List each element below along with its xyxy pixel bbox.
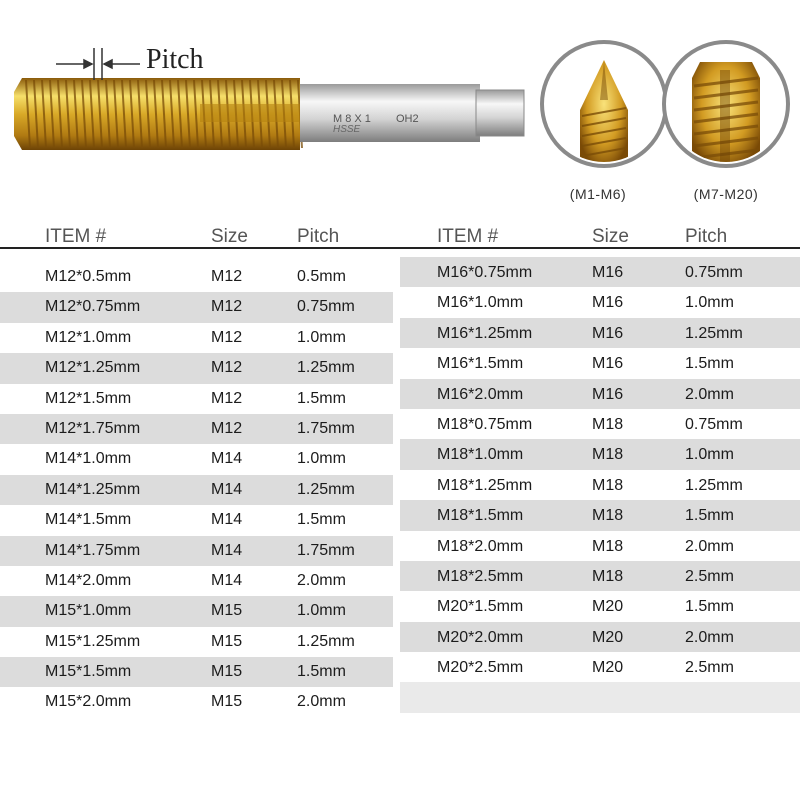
cell-pitch: 1.25mm <box>685 476 743 494</box>
table-row <box>0 353 393 383</box>
table-row <box>0 475 393 505</box>
cell-item: M16*1.25mm <box>437 324 533 342</box>
cell-item: M15*2.0mm <box>45 693 132 711</box>
cell-pitch: 1.5mm <box>685 507 734 525</box>
cell-size: M16 <box>592 385 624 403</box>
cell-size: M14 <box>211 541 243 559</box>
cell-size: M14 <box>211 450 243 468</box>
cell-pitch: 1.0mm <box>685 446 734 464</box>
cell-item: M18*1.0mm <box>437 446 524 464</box>
cell-pitch: 1.5mm <box>297 663 346 681</box>
cell-size: M20 <box>592 659 624 677</box>
cell-item: M14*1.25mm <box>45 480 141 498</box>
tap-thread-section <box>14 78 302 150</box>
table-row <box>0 536 393 566</box>
table-row <box>400 379 800 409</box>
table-row <box>400 409 800 439</box>
table-row <box>400 652 800 682</box>
table-row <box>0 596 393 626</box>
cell-item: M12*0.75mm <box>45 298 141 316</box>
cell-item: M12*1.0mm <box>45 328 132 346</box>
caption-m7-m20: (M7-M20) <box>693 186 759 202</box>
cell-item: M12*1.75mm <box>45 419 141 437</box>
header-item: ITEM # <box>437 226 499 247</box>
pitch-label: Pitch <box>146 44 204 75</box>
cell-item: M14*1.0mm <box>45 450 132 468</box>
cell-item: M14*2.0mm <box>45 571 132 589</box>
cell-pitch: 0.5mm <box>297 268 346 285</box>
cell-pitch: 1.0mm <box>685 294 734 312</box>
table-body <box>0 262 393 718</box>
cell-size: M14 <box>211 511 243 529</box>
cell-item: M20*1.5mm <box>437 598 524 616</box>
cell-pitch: 2.5mm <box>685 567 734 585</box>
cell-pitch: 0.75mm <box>685 264 743 281</box>
cell-size: M16 <box>592 294 624 312</box>
table-row <box>400 531 800 561</box>
cell-item: M18*2.5mm <box>437 567 524 585</box>
cell-item: M12*0.5mm <box>45 268 132 285</box>
cell-item: M15*1.25mm <box>45 632 141 650</box>
cell-item: M16*0.75mm <box>437 264 533 281</box>
cell-size: M20 <box>592 628 624 646</box>
cell-pitch: 1.75mm <box>297 419 355 437</box>
table-row <box>0 657 393 687</box>
cell-size: M12 <box>211 389 243 407</box>
cell-size: M16 <box>592 264 624 281</box>
cell-size: M16 <box>592 355 624 373</box>
table-row <box>0 505 393 535</box>
table-row <box>400 591 800 621</box>
cell-item: M15*1.0mm <box>45 602 132 620</box>
cell-pitch: 1.5mm <box>685 598 734 616</box>
header-item: ITEM # <box>45 226 107 247</box>
cell-size: M12 <box>211 419 243 437</box>
table-row <box>400 561 800 591</box>
cell-item: M14*1.75mm <box>45 541 141 559</box>
cell-item: M16*1.5mm <box>437 355 524 373</box>
cell-item: M18*1.5mm <box>437 507 524 525</box>
cell-size: M12 <box>211 268 243 285</box>
table-row <box>400 470 800 500</box>
pitch-dimension-arrows <box>56 48 140 80</box>
tap-marking-material: HSSE <box>333 124 361 135</box>
cell-pitch: 1.5mm <box>297 389 346 407</box>
table-header <box>400 222 800 254</box>
cell-item: M12*1.25mm <box>45 359 141 377</box>
cell-size: M20 <box>592 598 624 616</box>
table-row <box>0 262 393 292</box>
table-row <box>0 414 393 444</box>
cell-item: M20*2.5mm <box>437 659 524 677</box>
cell-pitch: 1.5mm <box>297 511 346 529</box>
table-row <box>400 622 800 652</box>
header-size: Size <box>592 226 629 247</box>
cell-pitch: 1.0mm <box>297 602 346 620</box>
cell-size: M14 <box>211 480 243 498</box>
cell-item: M18*1.25mm <box>437 476 533 494</box>
cell-pitch: 2.0mm <box>685 537 734 555</box>
cell-pitch: 0.75mm <box>685 415 743 433</box>
cell-size: M12 <box>211 359 243 377</box>
cell-size: M15 <box>211 602 243 620</box>
cell-pitch: 1.25mm <box>297 632 355 650</box>
cell-item: M14*1.5mm <box>45 511 132 529</box>
tap-shank <box>300 84 524 142</box>
table-row <box>400 287 800 317</box>
cell-size: M18 <box>592 507 624 525</box>
header-pitch: Pitch <box>685 226 728 247</box>
table-row <box>0 292 393 322</box>
cell-pitch: 1.75mm <box>297 541 355 559</box>
spec-table-left <box>0 222 393 711</box>
cell-pitch: 2.0mm <box>297 693 346 711</box>
header-size: Size <box>211 226 248 247</box>
cell-item: M20*2.0mm <box>437 628 524 646</box>
table-row-empty <box>400 682 800 712</box>
table-row <box>400 500 800 530</box>
cell-item: M18*2.0mm <box>437 537 524 555</box>
table-header <box>0 222 393 254</box>
cell-size: M15 <box>211 632 243 650</box>
tap-tip-closeup-small <box>542 42 666 170</box>
cell-pitch: 1.25mm <box>297 359 355 377</box>
cell-item: M16*1.0mm <box>437 294 524 312</box>
table-row <box>400 348 800 378</box>
cell-size: M18 <box>592 537 624 555</box>
cell-item: M18*0.75mm <box>437 415 533 433</box>
cell-pitch: 1.0mm <box>297 328 346 346</box>
spec-table-right <box>400 222 800 677</box>
cell-pitch: 1.25mm <box>297 480 355 498</box>
cell-size: M15 <box>211 693 243 711</box>
cell-pitch: 2.0mm <box>297 571 346 589</box>
cell-item: M15*1.5mm <box>45 663 132 681</box>
cell-pitch: 1.5mm <box>685 355 734 373</box>
cell-size: M18 <box>592 567 624 585</box>
cell-size: M12 <box>211 328 243 346</box>
cell-pitch: 1.0mm <box>297 450 346 468</box>
product-illustration <box>0 0 800 222</box>
cell-size: M12 <box>211 298 243 316</box>
header-pitch: Pitch <box>297 226 340 247</box>
cell-pitch: 2.5mm <box>685 659 734 677</box>
table-row <box>400 318 800 348</box>
table-row <box>0 384 393 414</box>
table-row <box>0 566 393 596</box>
tap-tip-closeup-large <box>664 42 788 170</box>
tap-marking-size: M 8 X 1 <box>333 113 371 125</box>
table-body <box>400 257 800 713</box>
cell-item: M12*1.5mm <box>45 389 132 407</box>
cell-item: M16*2.0mm <box>437 385 524 403</box>
table-row <box>0 444 393 474</box>
tap-marking-class: OH2 <box>396 113 419 125</box>
table-row <box>400 257 800 287</box>
cell-size: M15 <box>211 663 243 681</box>
cell-size: M16 <box>592 324 624 342</box>
cell-pitch: 0.75mm <box>297 298 355 316</box>
cell-pitch: 2.0mm <box>685 628 734 646</box>
table-row <box>0 323 393 353</box>
table-row <box>0 627 393 657</box>
cell-pitch: 1.25mm <box>685 324 743 342</box>
caption-m1-m6: (M1-M6) <box>569 186 627 202</box>
table-row <box>400 439 800 469</box>
cell-size: M18 <box>592 446 624 464</box>
table-row <box>0 687 393 717</box>
cell-pitch: 2.0mm <box>685 385 734 403</box>
cell-size: M18 <box>592 415 624 433</box>
cell-size: M14 <box>211 571 243 589</box>
cell-size: M18 <box>592 476 624 494</box>
